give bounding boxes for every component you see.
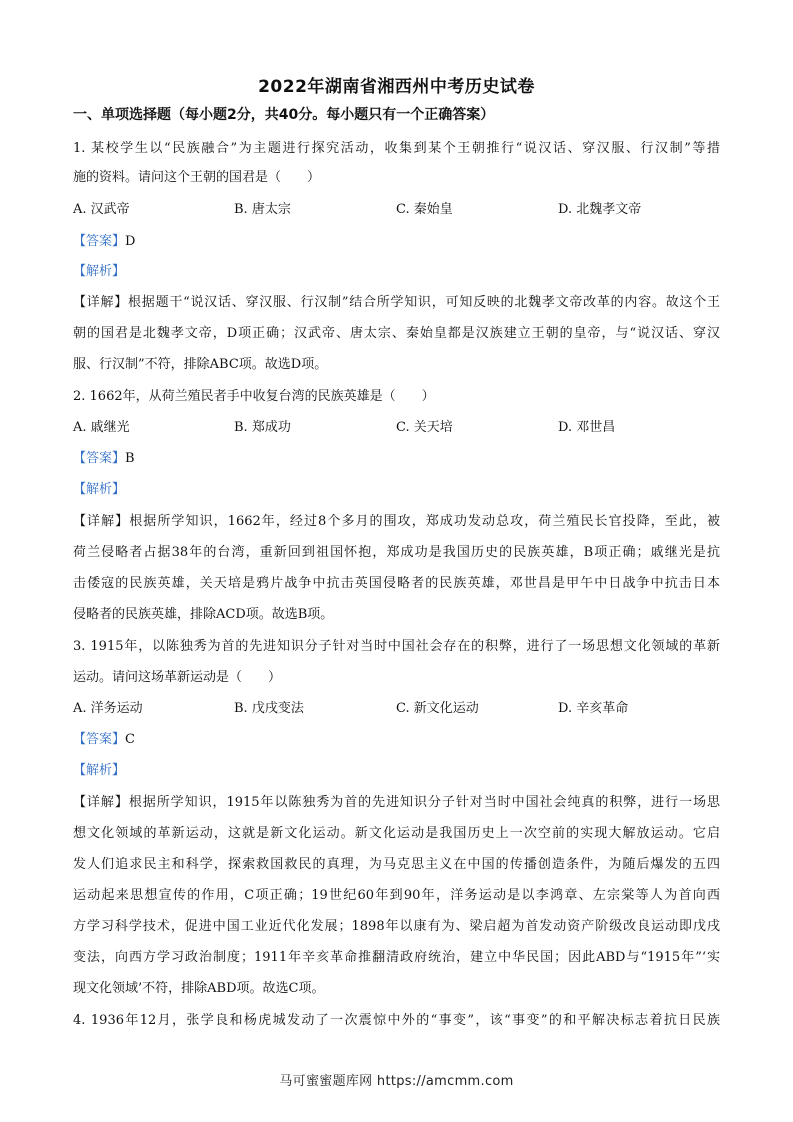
q3-detail-line-2: 想文化领域的革新运动，这就是新文化运动。新文化运动是我国历史上一次空前的实现大解放运动。它启 — [73, 826, 720, 841]
q3-analysis-label: 【解析】 — [73, 763, 126, 778]
q1-answer — [73, 230, 135, 249]
q2-detail-line-3: 击倭寇的民族英雄，关天培是鸦片战争中抗击英国侵略者的民族英雄，邓世昌是甲午中日战争中抗击日本 — [73, 576, 720, 591]
q1-stem-line-1: 1. 某校学生以“民族融合”为主题进行探究活动，收集到某个王朝推行“说汉话、穿汉服、行汉制”等措 — [73, 141, 720, 156]
q4-stem-line-1: 4. 1936年12月，张学良和杨虎城发动了一次震惊中外的“事变”，该“事变”的和平解决标志着抗日民族 — [73, 1013, 720, 1028]
answer-value: D — [125, 234, 136, 249]
q3-option-a: A. 洋务运动 — [73, 701, 143, 716]
q3-detail-line-1 — [73, 791, 720, 810]
answer-label: 【答案】 — [73, 732, 126, 747]
q2-detail-line-1 — [73, 510, 720, 529]
q3-stem-line-2: 运动。请问这场革新运动是（ ） — [73, 670, 282, 685]
answer-value: C — [125, 732, 135, 747]
q1-option-b: B. 唐太宗 — [234, 202, 291, 217]
q3-option-c: C. 新文化运动 — [396, 701, 479, 716]
q1-analysis-label: 【解析】 — [73, 264, 126, 279]
q2-stem-line-1: 2. 1662年，从荷兰殖民者手中收复台湾的民族英雄是（ ） — [73, 389, 435, 404]
q3-detail-line-7: 现文化领域’不符，排除ABD项。故选C项。 — [73, 981, 325, 996]
q3-answer — [73, 728, 135, 747]
q2-analysis-label: 【解析】 — [73, 482, 126, 497]
answer-label: 【答案】 — [73, 451, 126, 466]
q3-detail-line-5: 方学习科学技术，促进中国工业近代化发展；1898年以康有为、梁启超为首发动资产阶级改良运动即戊戌 — [73, 919, 720, 934]
detail-label: 【详解】 — [73, 295, 129, 310]
detail-label: 【详解】 — [73, 795, 129, 810]
footer-watermark: 马可蜜蜜题库网 https://amcmm.com — [279, 1074, 514, 1089]
q1-stem-line-2: 施的资料。请问这个王朝的国君是（ ） — [73, 170, 321, 185]
detail-text: 根据所学知识，1662年，经过8个多月的围攻，郑成功发动总攻，荷兰殖民长官投降，至此，被 — [129, 514, 720, 529]
answer-label: 【答案】 — [73, 234, 126, 249]
page-title: 2022年湖南省湘西州中考历史试卷 — [258, 77, 535, 97]
q3-option-b: B. 戊戌变法 — [234, 701, 304, 716]
q1-option-c: C. 秦始皇 — [396, 202, 453, 217]
q1-detail-line-1 — [73, 291, 720, 310]
detail-label: 【详解】 — [73, 514, 130, 529]
q2-option-c: C. 关天培 — [396, 420, 453, 435]
q1-option-a: A. 汉武帝 — [73, 202, 130, 217]
q2-option-d: D. 邓世昌 — [558, 420, 616, 435]
q2-answer — [73, 447, 135, 466]
detail-text: 根据所学知识，1915年以陈独秀为首的先进知识分子针对当时中国社会纯真的积弊，进行一场思 — [128, 795, 720, 810]
q3-option-d: D. 辛亥革命 — [558, 701, 629, 716]
q3-detail-line-4: 运动起来思想宣传的作用，C项正确；19世纪60年到90年，洋务运动是以李鸿章、左宗棠等人为首向西 — [73, 888, 720, 903]
q2-option-b: B. 郑成功 — [234, 420, 291, 435]
q3-detail-line-6: 变法，向西方学习政治制度；1911年辛亥革命推翻清政府统治，建立中华民国；因此ABD与“1915年”‘实 — [73, 950, 720, 965]
q3-detail-line-3: 发人们追求民主和科学，探索救国救民的真理，为马克思主义在中国的传播创造条件，为随后爆发的五四 — [73, 857, 720, 872]
answer-value: B — [125, 451, 135, 466]
q2-detail-line-4: 侵略者的民族英雄，排除ACD项。故选B项。 — [73, 607, 334, 622]
q2-option-a: A. 戚继光 — [73, 420, 130, 435]
q2-detail-line-2: 荷兰侵略者占据38年的台湾，重新回到祖国怀抱，郑成功是我国历史的民族英雄，B项正确；戚继光是抗 — [73, 545, 720, 560]
detail-text: 根据题干“说汉话、穿汉服、行汉制”结合所学知识，可知反映的北魏孝文帝改革的内容。故这个王 — [128, 295, 720, 310]
q1-option-d: D. 北魏孝文帝 — [558, 202, 642, 217]
q3-stem-line-1: 3. 1915年，以陈独秀为首的先进知识分子针对当时中国社会存在的积弊，进行了一场思想文化领域的革新 — [73, 639, 720, 654]
q1-detail-line-3: 服、行汉制”不符，排除ABC项。故选D项。 — [73, 357, 328, 372]
section-heading: 一、单项选择题（每小题2分，共40分。每小题只有一个正确答案） — [73, 107, 495, 123]
q1-detail-line-2: 朝的国君是北魏孝文帝，D项正确；汉武帝、唐太宗、秦始皇都是汉族建立王朝的皇帝，与“说汉话、穿汉 — [73, 326, 720, 341]
